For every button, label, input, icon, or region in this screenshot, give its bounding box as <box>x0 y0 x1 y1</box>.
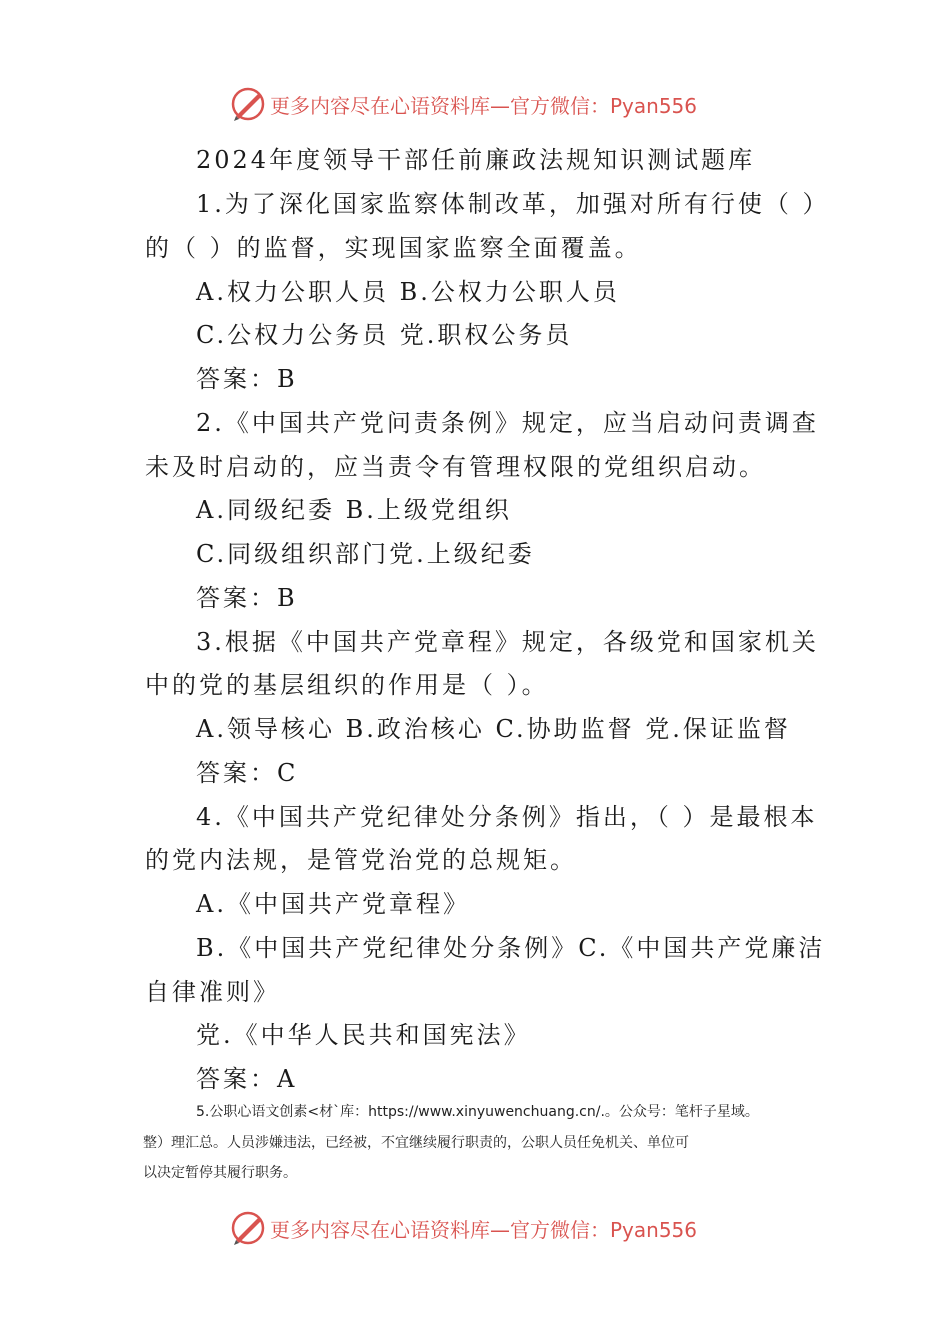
question-4-options-line-3: 自律准则》 <box>145 978 280 1006</box>
question-4-options-line-4: 党.《中华人民共和国宪法》 <box>196 1021 531 1049</box>
question-4-answer: 答案：A <box>196 1065 298 1093</box>
question-1-stem-line-2: 的（ ）的监督，实现国家监察全面覆盖。 <box>145 234 642 262</box>
question-2-stem-line-1: 2.《中国共产党问责条例》规定，应当启动问责调查 <box>196 409 819 437</box>
question-2-stem-line-2: 未及时启动的，应当责令有管理权限的党组织启动。 <box>145 453 766 481</box>
question-4-options-line-1: A.《中国共产党章程》 <box>196 890 470 918</box>
pen-logo-icon <box>230 1210 266 1246</box>
question-2-options-line-2: C.同级组织部门党.上级纪委 <box>196 540 535 568</box>
question-1-stem-line-1: 1.为了深化国家监察体制改革，加强对所有行使（ ） <box>196 190 830 218</box>
pen-logo-icon <box>230 86 266 122</box>
note-line-3: 以决定暂停其履行职务。 <box>143 1165 297 1181</box>
question-2-options-line-1: A.同级纪委 B.上级党组织 <box>196 496 512 524</box>
question-3-stem-line-2: 中的党的基层组织的作用是（ ）。 <box>145 671 549 699</box>
banner-text: 更多内容尽在心语资料库—官方微信：Pyan556 <box>270 1217 698 1242</box>
question-4-options-line-2: B.《中国共产党纪律处分条例》C.《中国共产党廉洁 <box>196 934 826 962</box>
question-3-answer: 答案：C <box>196 759 299 787</box>
question-1-answer: 答案：B <box>196 365 298 393</box>
footer-banner <box>230 1206 697 1250</box>
header-banner <box>230 82 697 126</box>
page-title: 2024年度领导干部任前廉政法规知识测试题库 <box>196 146 756 174</box>
note-line-1: 5.公职心语文创素<材`库：https://www.xinyuwenchuang.cn/.。公众号：笔杆子星域。 <box>196 1104 759 1120</box>
question-3-stem-line-1: 3.根据《中国共产党章程》规定，各级党和国家机关 <box>196 628 819 656</box>
question-4-stem-line-2: 的党内法规，是管党治党的总规矩。 <box>145 846 577 874</box>
question-4-stem-line-1: 4.《中国共产党纪律处分条例》指出，（ ）是最根本 <box>196 803 818 831</box>
question-3-options-line-1: A.领导核心 B.政治核心 C.协助监督 党.保证监督 <box>196 715 791 743</box>
question-1-options-line-2: C.公权力公务员 党.职权公务员 <box>196 321 573 349</box>
question-1-options-line-1: A.权力公职人员 B.公权力公职人员 <box>196 278 620 306</box>
question-2-answer: 答案：B <box>196 584 298 612</box>
banner-text: 更多内容尽在心语资料库—官方微信：Pyan556 <box>270 93 698 118</box>
note-line-2: 整）理汇总。人员涉嫌违法，已经被，不宜继续履行职责的，公职人员任免机关、单位可 <box>143 1135 689 1151</box>
